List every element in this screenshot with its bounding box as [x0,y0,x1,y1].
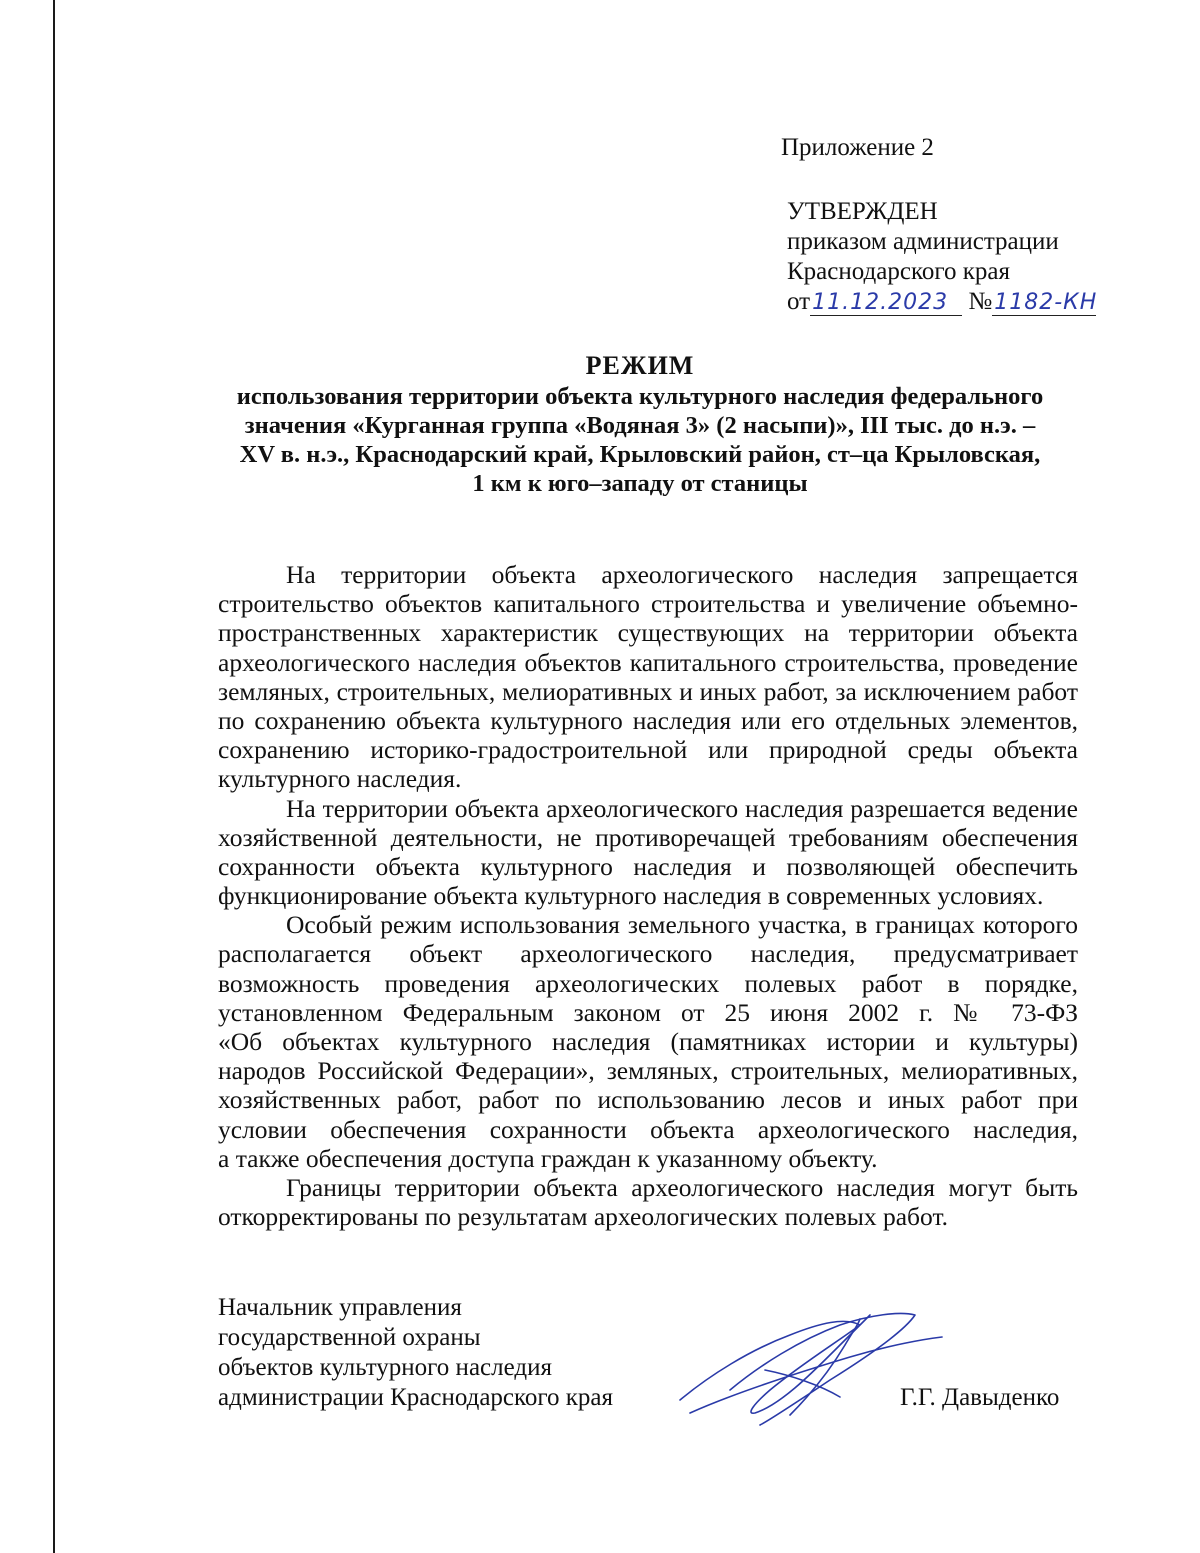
title-main: РЕЖИМ [585,351,695,380]
approval-stamp-block [787,197,1096,317]
from-prefix: от [787,288,811,315]
text-line: откорректированы по результатам археологических полевых работ. [218,1202,949,1232]
text-line: строительство объектов капитального строительства и увеличение объемно- [218,589,1078,619]
signatory-name: Г.Г. Давыденко [900,1384,1060,1411]
text-line: хозяйственных работ, работ по использованию лесов и иных работ при [218,1085,1078,1115]
text-line: На территории объекта археологического наследия разрешается ведение [286,793,1078,823]
paragraph-boundaries [218,1173,1078,1231]
approval-line-1: приказом администрации [787,228,1059,255]
text-line: археологического наследия объектов капитального строительства, проведение [218,647,1078,677]
handwritten-signature [670,1295,960,1435]
text-line: Особый режим использования земельного участка, в границах которого [286,910,1078,940]
position-line: администрации Краснодарского края [218,1384,614,1411]
title-line: значения «Курганная группа «Водяная 3» (2 насыпи)», III тыс. до н.э. – [244,412,1036,439]
handwritten-number: 1182-КН [994,290,1098,315]
text-line: земляных, строительных, мелиоративных и иных работ, за исключением работ [218,676,1078,706]
text-line: хозяйственной деятельности, не противоречащей требованиям обеспечения [218,822,1078,852]
position-line: объектов культурного наследия [218,1354,552,1381]
text-line: На территории объекта археологического наследия запрещается [286,560,1078,589]
text-line: «Об объектах культурного наследия (памятниках истории и культуры) [218,1027,1078,1056]
text-line: по сохранению объекта культурного наследия или его отдельных элементов, [218,705,1078,735]
paragraph-special-regime [218,910,1078,1173]
appendix-label: Приложение 2 [781,134,934,161]
text-line: а также обеспечения доступа граждан к указанному объекту. [218,1143,878,1173]
position-line: Начальник управления [218,1294,462,1321]
scan-edge-line [53,0,55,1553]
document-body [218,560,1078,1231]
text-line: пространственных характеристик существующих на территории объекта [218,618,1078,648]
text-line: культурного наследия. [218,764,462,794]
text-line: сохранению историко-градостроительной или природной среды объекта [218,735,1078,765]
text-line: народов Российской Федерации», земляных, строительных, мелиоративных, [218,1056,1078,1086]
document-title [200,350,1080,498]
text-line: Границы территории объекта археологического наследия могут быть [286,1172,1078,1202]
text-line: располагается объект археологического наследия, предусматривает [218,939,1078,969]
approval-line-2: Краснодарского края [787,258,1010,285]
approval-date-number-line [787,287,1096,317]
signatory-position [218,1293,613,1413]
number-prefix: № [968,288,993,315]
text-line: функционирование объекта культурного наследия в современных условиях. [218,881,1044,911]
handwritten-date: 11.12.2023 [810,291,962,316]
text-line: установленном Федеральным законом от 25 июня 2002 г. № 73-ФЗ [218,997,1078,1027]
text-line: возможность проведения археологических полевых работ в порядке, [218,968,1078,998]
text-line: условии обеспечения сохранности объекта археологического наследия, [218,1114,1078,1144]
title-line: использования территории объекта культурного наследия федерального [236,383,1044,410]
approval-status: УТВЕРЖДЕН [787,198,938,225]
title-line: XV в. н.э., Краснодарский край, Крыловский район, ст–ца Крыловская, [239,441,1041,468]
text-line: сохранности объекта культурного наследия и позволяющей обеспечить [218,851,1078,881]
title-line: 1 км к юго–западу от станицы [472,470,808,497]
paragraph-permissions [218,794,1078,911]
paragraph-prohibitions [218,560,1078,794]
position-line: государственной охраны [218,1324,481,1351]
